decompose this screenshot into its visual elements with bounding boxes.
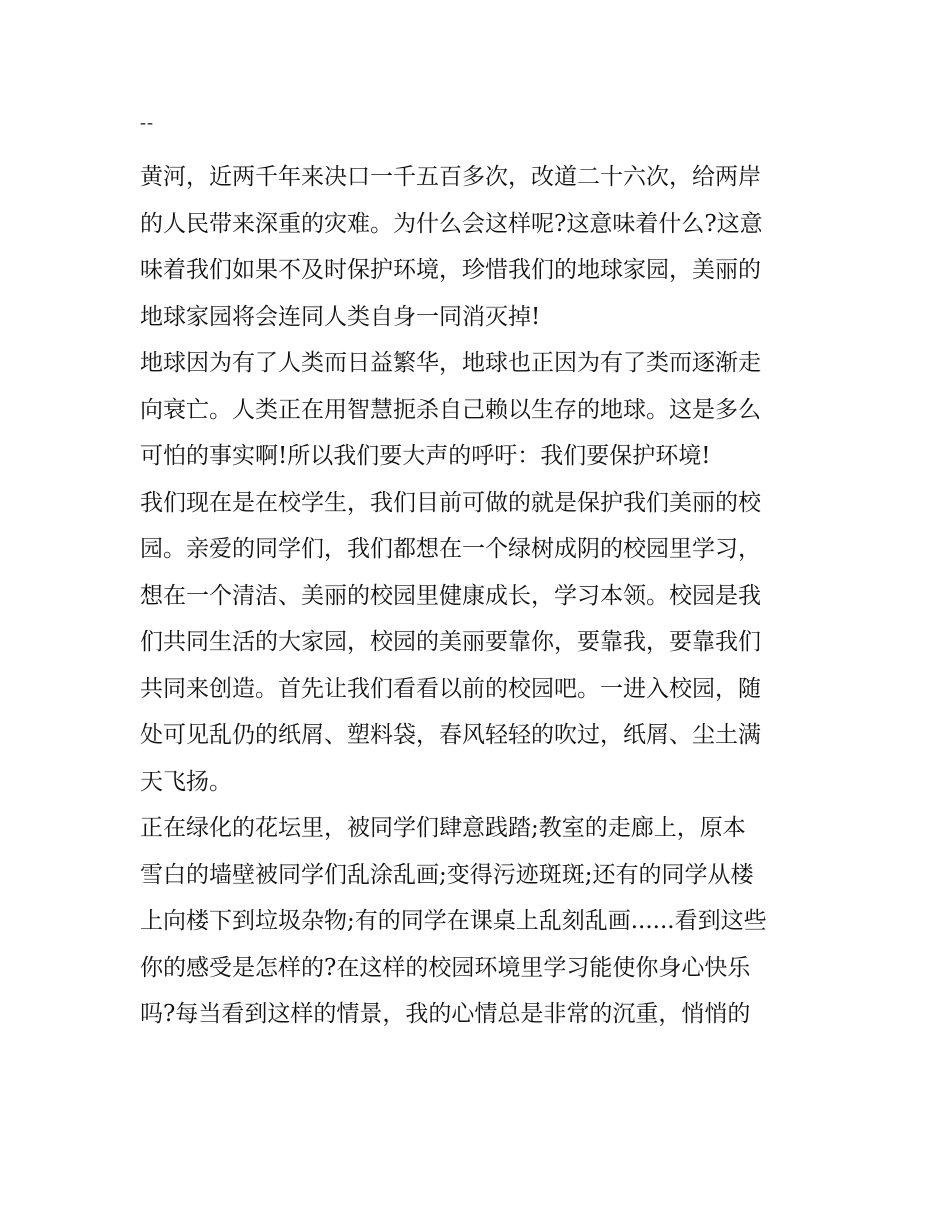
- text-line: 园。亲爱的同学们，我们都想在一个绿树成阴的校园里学习，: [140, 536, 761, 562]
- text-line: 地球家园将会连同人类自身一同消灭掉!: [140, 303, 541, 330]
- text-line: 味着我们如果不及时保护环境，珍惜我们的地球家园，美丽的: [140, 257, 761, 283]
- text-line: 吗?每当看到这样的情景，我的心情总是非常的沉重，悄悄的: [140, 1001, 751, 1027]
- text-line: 共同来创造。首先让我们看看以前的校园吧。一进入校园，随: [140, 675, 761, 702]
- text-line: 黄河，近两千年来决口一千五百多次，改道二十六次，给两岸: [140, 164, 761, 190]
- text-line: 雪白的墙壁被同学们乱涂乱画;变得污迹斑斑;还有的同学从楼: [140, 861, 754, 888]
- text-line: 你的感受是怎样的?在这样的校园环境里学习能使你身心快乐: [140, 954, 751, 981]
- text-line: 我们现在是在校学生，我们目前可做的就是保护我们美丽的校: [140, 489, 761, 516]
- text-line: 可怕的事实啊!所以我们要大声的呼吁：我们要保护环境!: [140, 443, 711, 469]
- text-line: 向衰亡。人类正在用智慧扼杀自己赖以生存的地球。这是多么: [140, 396, 761, 423]
- body-text: [140, 154, 814, 1038]
- text-line: 正在绿化的花坛里，被同学们肆意践踏;教室的走廊上，原本: [140, 815, 746, 841]
- text-line: 天飞扬。: [140, 768, 232, 795]
- text-line: 们共同生活的大家园，校园的美丽要靠你，要靠我，要靠我们: [140, 629, 761, 655]
- text-line: 上向楼下到垃圾杂物;有的同学在课桌上乱刻乱画......看到这些: [140, 908, 767, 934]
- page-marker: --: [140, 112, 154, 132]
- text-line: 处可见乱仍的纸屑、塑料袋，春风轻轻的吹过，纸屑、尘土满: [140, 722, 761, 748]
- text-line: 的人民带来深重的灾难。为什么会这样呢?这意味着什么?这意: [140, 210, 763, 237]
- text-line: 地球因为有了人类而日益繁华，地球也正因为有了类而逐渐走: [140, 350, 761, 376]
- text-line: 想在一个清洁、美丽的校园里健康成长，学习本领。校园是我: [140, 582, 761, 609]
